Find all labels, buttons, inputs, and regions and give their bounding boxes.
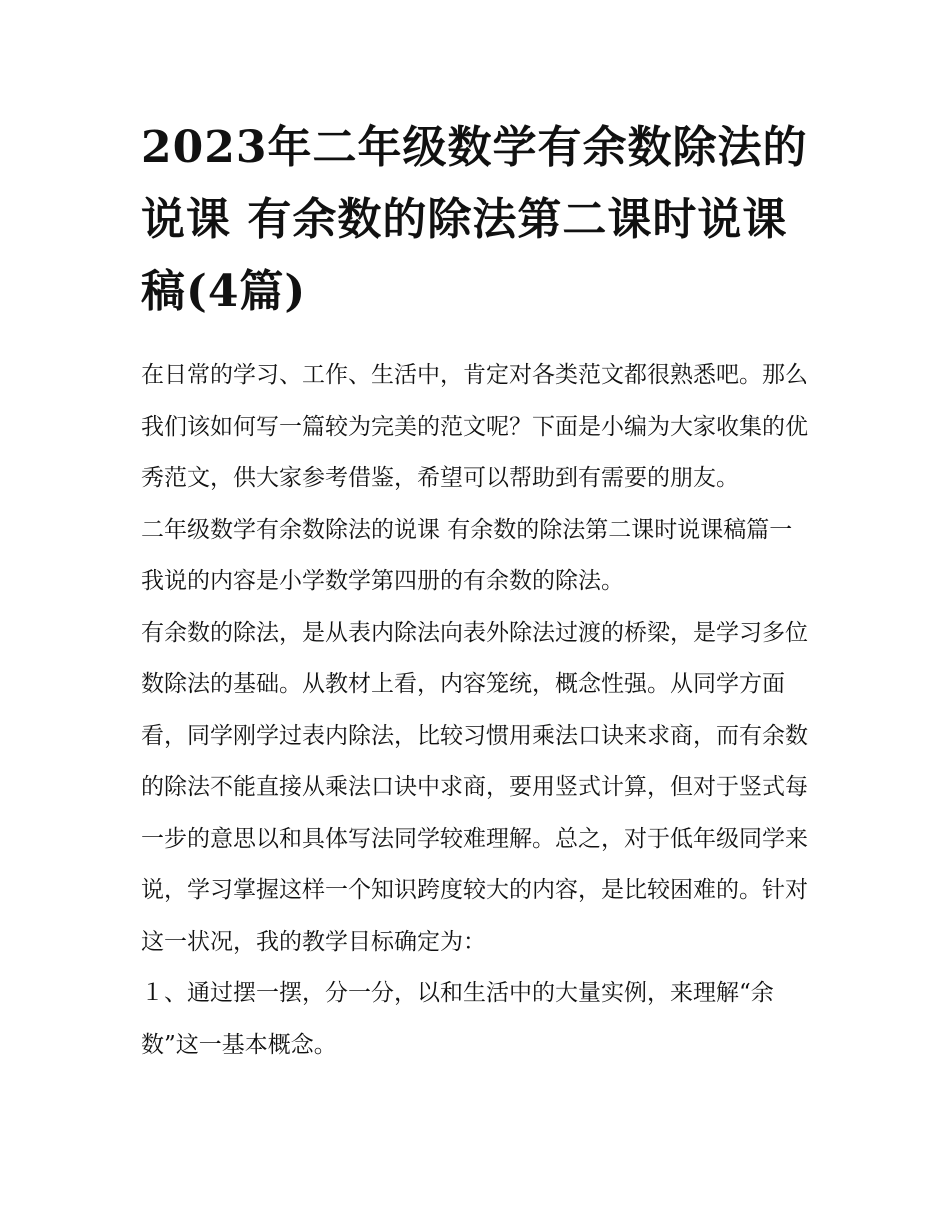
paragraph-analysis: 有余数的除法，是从表内除法向表外除法过渡的桥梁，是学习多位数除法的基础。从教材上看，内容笼统，概念性强。从同学方面看，同学刚学过表内除法，比较习惯用乘法口诀来求商，而有余数的除法不能直接从乘法口诀中求商，要用竖式计算，但对于竖式每一步的意思以和具体写法同学较难理解。总之，对于低年级同学来说，学习掌握这样一个知识跨度较大的内容，是比较困难的。针对这一状况，我的教学目标确定为： [141, 619, 808, 955]
document-page [141, 112, 816, 1071]
document-body [141, 350, 816, 1071]
paragraph-heading-part-one: 二年级数学有余数除法的说课 有余数的除法第二课时说课稿篇一 我说的内容是小学数学第四册的有余数的除法。 [141, 516, 793, 594]
paragraph-intro: 在日常的学习、工作、生活中，肯定对各类范文都很熟悉吧。那么我们该如何写一篇较为完美的范文呢？下面是小编为大家收集的优秀范文，供大家参考借鉴，希望可以帮助到有需要的朋友。 [141, 362, 808, 491]
document-title: 2023年二年级数学有余数除法的说课 有余数的除法第二课时说课稿(4篇) [141, 122, 808, 317]
paragraph-goal-one: １、通过摆一摆，分一分，以和生活中的大量实例，来理解“余数”这一基本概念。 [141, 980, 774, 1058]
